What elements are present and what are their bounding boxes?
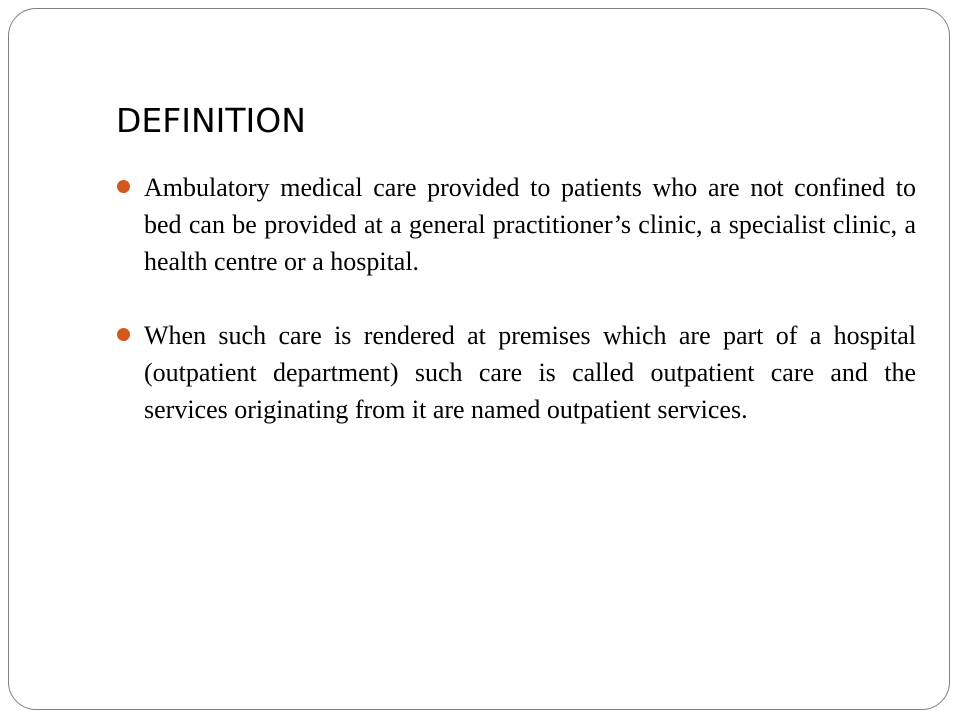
slide-frame xyxy=(8,8,950,710)
bullet-dot-icon xyxy=(117,180,130,193)
bullet-item xyxy=(116,169,916,280)
bullet-item xyxy=(116,317,916,428)
bullet-text: Ambulatory medical care provided to patients who are not confined to bed can be provided at a general practitioner’s clinic, a specialist clinic, a health centre or a hospital. xyxy=(144,173,916,276)
slide-title: DEFINITION xyxy=(116,101,306,140)
bullet-dot-icon xyxy=(117,328,130,341)
bullet-list xyxy=(116,169,916,465)
bullet-text: When such care is rendered at premises which are part of a hospital (outpatient department) such care is called outpatient care and the services originating from it are named outpatient services. xyxy=(144,321,916,424)
